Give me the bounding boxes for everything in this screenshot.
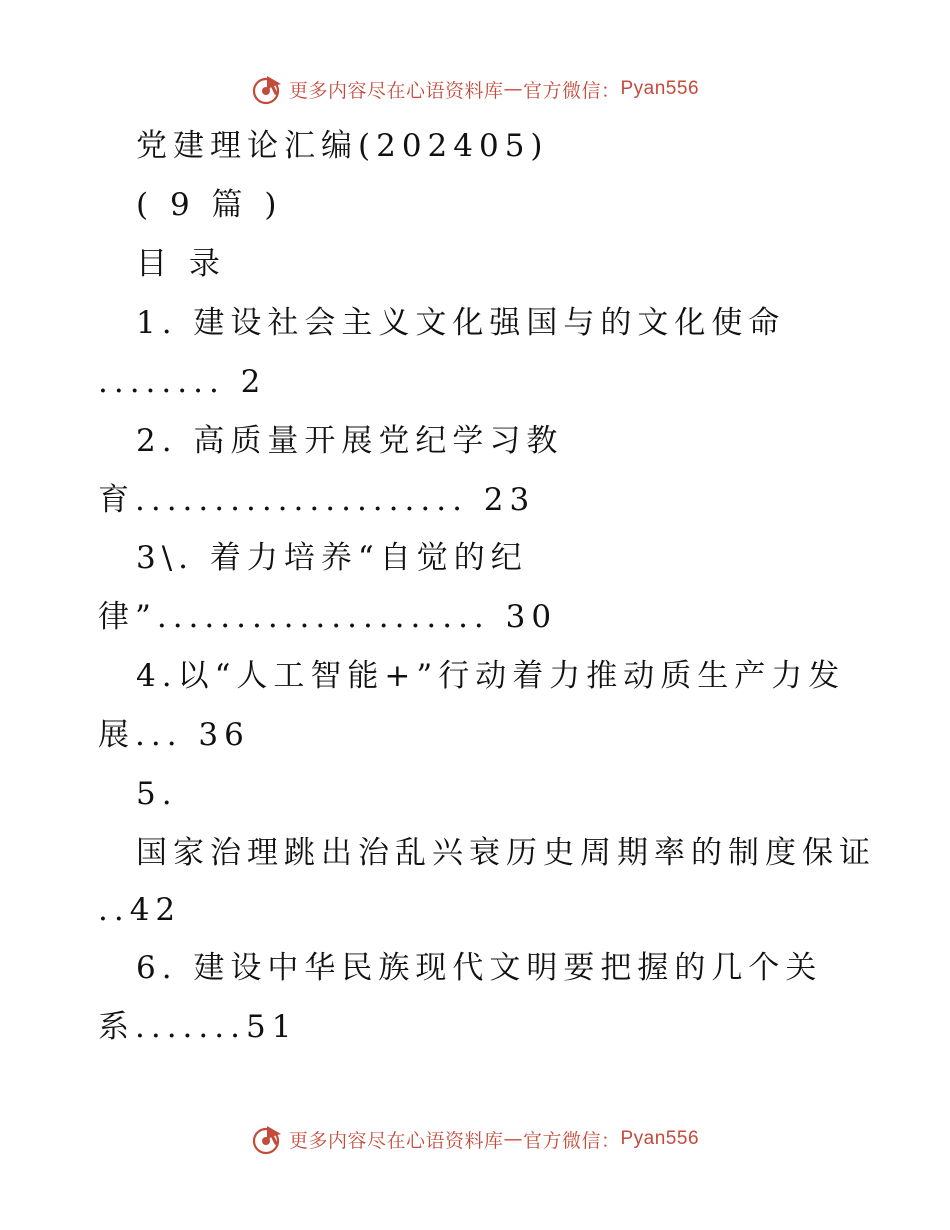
- toc-item-1-page: ........ 2: [98, 364, 267, 400]
- article-count: ( 9 篇 ): [136, 187, 283, 223]
- watermark-separator: —: [503, 1128, 523, 1150]
- toc-item-4-page: 展... 36: [98, 717, 250, 753]
- toc-item-3-title: 3\. 着力培养“自觉的纪: [136, 540, 528, 576]
- toc-item-6-title: 6. 建设中华民族现代文明要把握的几个关: [136, 950, 823, 986]
- watermark-wechat-id: Pyan556: [620, 1128, 700, 1149]
- toc-item-3-page: 律”..................... 30: [98, 599, 558, 635]
- watermark-wechat-label: 官方微信：: [522, 1129, 621, 1152]
- toc-item-5-title: 国家治理跳出治乱兴衰历史周期率的制度保证: [136, 835, 876, 871]
- mouse-cursor-logo-icon: [251, 1122, 285, 1156]
- toc-item-5-page: ..42: [98, 892, 182, 928]
- watermark-library-text: 更多内容尽在心语资料库: [288, 79, 504, 102]
- toc-heading: 目 录: [136, 246, 226, 282]
- mouse-cursor-logo-icon: [251, 72, 285, 106]
- toc-item-4-title: 4.以“人工智能+”行动着力推动质生产力发: [136, 658, 846, 694]
- toc-item-1-title: 1. 建设社会主义文化强国与的文化使命: [136, 305, 786, 341]
- toc-item-5-number: 5.: [136, 776, 178, 812]
- watermark-wechat-label: 官方微信：: [522, 79, 621, 102]
- watermark-header: [0, 72, 950, 106]
- watermark-wechat-id: Pyan556: [620, 78, 700, 99]
- watermark-library-text: 更多内容尽在心语资料库: [288, 1129, 504, 1152]
- toc-item-6-page: 系.......51: [98, 1009, 298, 1045]
- toc-item-2-title: 2. 高质量开展党纪学习教: [136, 423, 564, 459]
- toc-item-2-page: 育..................... 23: [98, 482, 536, 518]
- watermark-separator: —: [503, 78, 523, 100]
- watermark-footer: [0, 1122, 950, 1156]
- document-title: 党建理论汇编(202405): [136, 128, 549, 164]
